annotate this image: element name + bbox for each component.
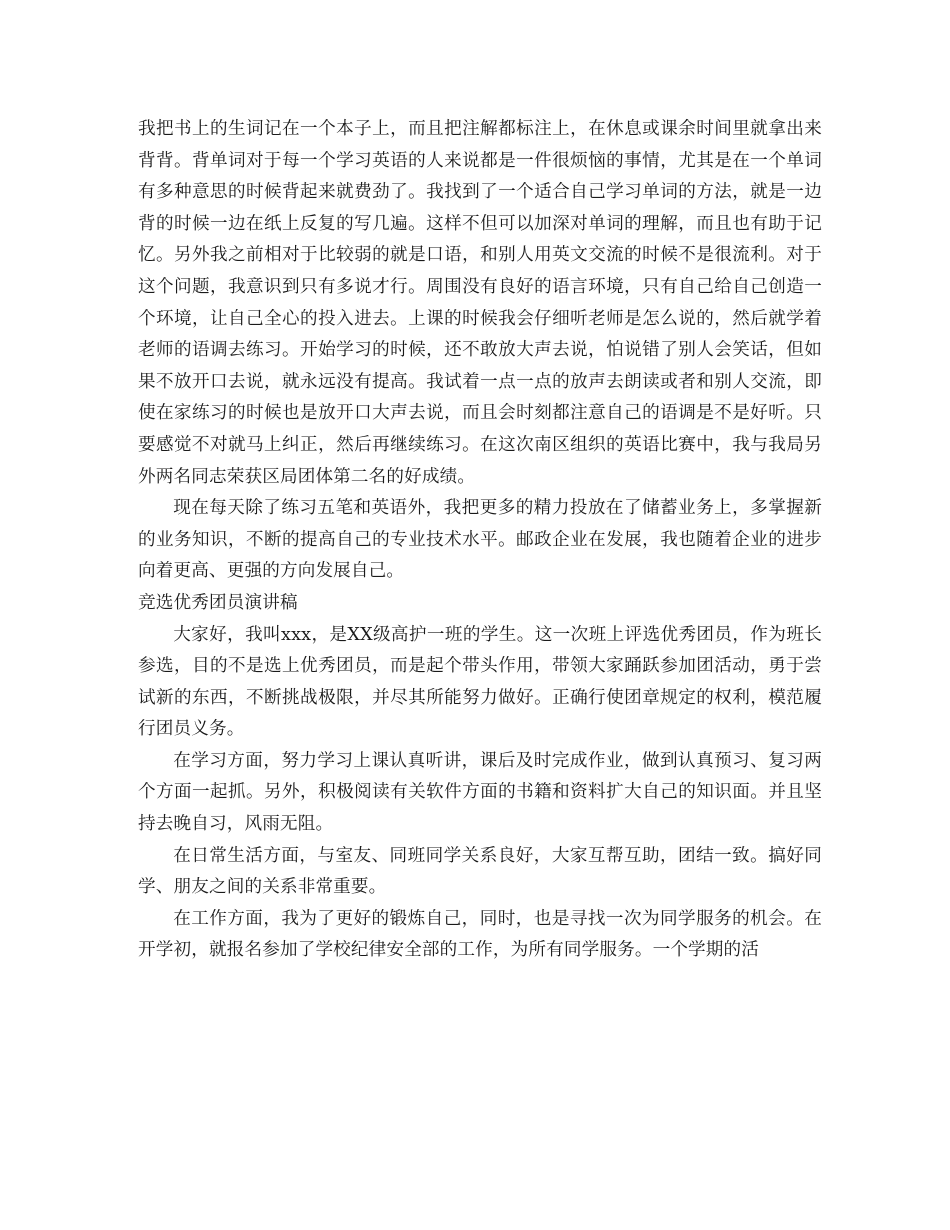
paragraph-daily-practice: 现在每天除了练习五笔和英语外，我把更多的精力投放在了储蓄业务上，多掌握新的业务知识，不断的提高自己的专业技术水平。邮政企业在发展，我也随着企业的进步向着更高、更强的方向发展自己。 xyxy=(138,498,822,582)
section-title: 竞选优秀团员演讲稿 xyxy=(138,592,298,613)
paragraph-daily-life: 在日常生活方面，与室友、同班同学关系良好，大家互帮互助，团结一致。搞好同学、朋友之间的关系非常重要。 xyxy=(138,845,822,898)
paragraph-self-introduction: 大家好，我叫xxx，是XX级高护一班的学生。这一次班上评选优秀团员，作为班长参选，目的不是选上优秀团员，而是起个带头作用，带领大家踊跃参加团活动，勇于尝试新的东西，不断挑战极限，并尽其所能努力做好。正确行使团章规定的权利，模范履行团员义务。 xyxy=(138,624,822,740)
document-body xyxy=(138,114,822,967)
paragraph-study: 在学习方面，努力学习上课认真听讲，课后及时完成作业，做到认真预习、复习两个方面一起抓。另外，积极阅读有关软件方面的书籍和资料扩大自己的知识面。并且坚持去晚自习，风雨无阻。 xyxy=(138,750,822,835)
paragraph-vocabulary-study: 我把书上的生词记在一个本子上，而且把注解都标注上，在休息或课余时间里就拿出来背背。背单词对于每一个学习英语的人来说都是一件很烦恼的事情，尤其是在一个单词有多种意思的时候背起来就费劲了。我找到了一个适合自己学习单词的方法，就是一边背的时候一边在纸上反复的写几遍。这样不但可以加深对单词的理解，而且也有助于记忆。另外我之前相对于比较弱的就是口语，和别人用英文交流的时候不是很流利。对于这个问题，我意识到只有多说才行。周围没有良好的语言环境，只有自己给自己创造一个环境，让自己全心的投入进去。上课的时候我会仔细听老师是怎么说的，然后就学着老师的语调去练习。开始学习的时候，还不敢放大声去说，怕说错了别人会笑话，但如果不放开口去说，就永远没有提高。我试着一点一点的放声去朗读或者和别人交流，即使在家练习的时候也是放开口大声去说，而且会时刻都注意自己的语调是不是好听。只要感觉不对就马上纠正，然后再继续练习。在这次南区组织的英语比赛中，我与我局另外两名同志荣获区局团体第二名的好成绩。 xyxy=(138,119,822,487)
paragraph-work: 在工作方面，我为了更好的锻炼自己，同时，也是寻找一次为同学服务的机会。在开学初，就报名参加了学校纪律安全部的工作，为所有同学服务。一个学期的活 xyxy=(138,908,822,961)
